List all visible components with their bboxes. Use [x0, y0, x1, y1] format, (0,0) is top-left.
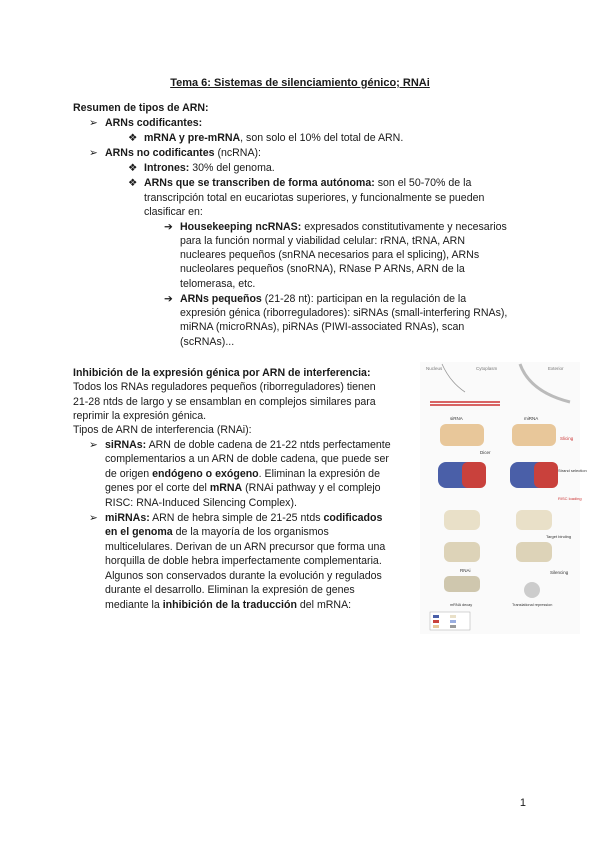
inhibicion-line-3: reprimir la expresión génica. — [73, 410, 207, 422]
label-translational-repression: Translational repression — [512, 603, 553, 607]
pequenos-line-3: miRNA (microRNAs), piRNAs (PIWI-associated RNAs), scan — [180, 321, 465, 333]
risc-left-red — [462, 462, 486, 488]
mirnas-line-4: horquilla de doble hebra imperfectamente complementaria. — [105, 555, 382, 567]
list-item-no-codificantes — [89, 146, 261, 161]
pequenos-line-2: expresión génica (riborreguladores): siRNAs (small-interfering RNAs), — [180, 307, 508, 319]
mirnas-line-7-bold: inhibición de la traducción — [162, 599, 297, 611]
list-item-sirnas — [89, 438, 391, 453]
arrow-right-icon: ➔ — [164, 293, 173, 305]
housekeeping-line-2: para la función normal y viabilidad celular: rRNA, tRNA, ARN — [180, 235, 465, 247]
label-strand-selection: Strand selection — [558, 468, 587, 473]
mirnas-line-3: multicelulares. Derivan de un ARN precursor que forma una — [105, 541, 386, 553]
dicer-complex-left — [440, 424, 484, 446]
autonomos-bold: ARNs que se transcriben de forma autónoma: — [144, 177, 375, 189]
no-codificantes-label: ARNs no codificantes — [105, 147, 215, 159]
diamond-bullet-icon: ❖ — [128, 162, 138, 174]
label-silencing: Silencing — [550, 570, 569, 575]
mirnas-line-2-bold: en el genoma — [105, 526, 173, 538]
sirnas-line-4-bold: mRNA — [209, 482, 243, 494]
inhibicion-line-1: Todos los RNAs reguladores pequeños (riborreguladores) tienen — [73, 381, 376, 393]
label-cytoplasm: Cytoplasm — [476, 366, 498, 371]
housekeeping-text: expresados constitutivamente y necesarios — [301, 221, 507, 233]
section-heading-resumen: Resumen de tipos de ARN: — [73, 102, 209, 114]
legend-swatch-light-blue — [450, 620, 456, 623]
inhibicion-line-4: Tipos de ARN de interferencia (RNAi): — [73, 424, 252, 436]
label-nucleus: Nucleus — [426, 366, 443, 371]
pequenos-text: (21-28 nt): participan en la regulación de la — [261, 293, 467, 305]
inhibicion-line-2: 21-28 ntds de largo y se ensamblan en complejos similares para — [73, 396, 376, 408]
mirnas-text: ARN de hebra simple de 21-25 ntds — [149, 512, 324, 524]
sirnas-line-4-a: genes por el corte del — [105, 482, 210, 494]
sirnas-line-3-a: de origen — [105, 468, 153, 480]
risc-loaded-right — [516, 510, 552, 530]
section-heading-inhibicion: Inhibición de la expresión génica por ARN de interferencia: — [73, 367, 371, 379]
mirnas-line-7-c: del mRNA: — [296, 599, 352, 611]
no-codificantes-text: (ncRNA): — [214, 147, 261, 159]
housekeeping-line-3: nucleares pequeños (snRNA necesarios para el splicing), ARNs — [180, 249, 480, 261]
arrow-bullet-icon: ➢ — [89, 117, 98, 129]
sirnas-line-3 — [105, 467, 380, 482]
mrna-bold: mRNA y pre-mRNA — [144, 132, 241, 144]
risc-loaded-left — [444, 510, 480, 530]
label-dicer: Dicer — [480, 450, 491, 455]
autonomos-text: son el 50-70% de la — [374, 177, 472, 189]
diamond-bullet-icon: ❖ — [128, 177, 138, 189]
sirnas-bold: siRNAs: — [105, 439, 147, 451]
mirnas-line-7 — [105, 598, 351, 613]
housekeeping-line-4: nucleolares pequeños (snoRNA), RNase P ARNs, ARN de la — [180, 263, 465, 275]
list-item-autonomos — [128, 176, 471, 191]
codificantes-label: ARNs codificantes: — [105, 117, 203, 129]
housekeeping-bold: Housekeeping ncRNAS: — [180, 221, 302, 233]
mirnas-line-2 — [105, 525, 329, 540]
list-item-housekeeping — [164, 220, 507, 235]
autonomos-line-2: transcripción total en eucariotas superiores, y funcionalmente se pueden — [144, 192, 485, 204]
list-item-intrones — [128, 161, 275, 176]
page-number: 1 — [519, 797, 526, 809]
legend-swatch-blue — [433, 615, 439, 618]
legend-swatch-tan — [433, 625, 439, 628]
pequenos-line-4: (scRNAs)... — [180, 336, 235, 348]
list-item-codificantes — [89, 116, 202, 131]
sirnas-line-3-c: . Eliminan la expresión de — [258, 468, 380, 480]
translation-complex — [524, 582, 540, 598]
target-left — [444, 542, 480, 562]
mirnas-line-5: Algunos son conservados durante la evolución y regulados — [105, 570, 382, 582]
arrow-right-icon: ➔ — [164, 221, 173, 233]
risc-right-red — [534, 462, 558, 488]
figure-background — [420, 362, 580, 634]
sirnas-line-2: complementarios a un ARN de doble cadena, que puede ser — [105, 453, 389, 465]
cleaved-mrna — [444, 576, 480, 592]
label-slicing: Slicing — [560, 436, 574, 441]
diamond-bullet-icon: ❖ — [128, 132, 138, 144]
label-exterior: Exterior — [548, 366, 564, 371]
intrones-text: 30% del genoma. — [189, 162, 275, 174]
autonomos-line-3: clasificar en: — [144, 206, 203, 218]
intrones-bold: Intrones: — [144, 162, 190, 174]
target-right — [516, 542, 552, 562]
label-target-binding: Target binding — [546, 534, 572, 539]
pequenos-bold: ARNs pequeños — [180, 293, 262, 305]
legend-swatch-red — [433, 620, 439, 623]
label-mirna: miRNA — [524, 416, 539, 421]
label-rnai: RNAi — [460, 568, 471, 573]
list-item-mrna — [128, 131, 403, 146]
rnai-pathway-figure — [420, 362, 587, 634]
mirnas-line-6: durante el desarrollo. Eliminan la expresión de genes — [105, 584, 355, 596]
label-sirna: siRNA — [450, 416, 463, 421]
label-decay: mRNA decay — [450, 603, 473, 607]
mirnas-codificados: codificados — [323, 512, 383, 524]
housekeeping-line-5: telomerasa, etc. — [180, 278, 256, 290]
sirnas-line-5: RISC: RNA-Induced Silencing Complex). — [105, 497, 297, 509]
list-item-mirnas — [89, 511, 382, 526]
sirnas-text: ARN de doble cadena de 21-22 ntds perfectamente — [146, 439, 391, 451]
sirnas-line-4-c: (RNAi pathway y el complejo — [242, 482, 381, 494]
label-risc-loading: RISC loading — [558, 496, 582, 501]
arrow-bullet-icon: ➢ — [89, 147, 98, 159]
mrna-text: , son solo el 10% del total de ARN. — [240, 132, 404, 144]
sirnas-line-4 — [105, 481, 381, 496]
mirnas-line-7-a: mediante la — [105, 599, 163, 611]
dicer-complex-right — [512, 424, 556, 446]
list-item-pequenos — [164, 292, 466, 307]
page-title: Tema 6: Sistemas de silenciamiento génico; RNAi — [170, 77, 430, 89]
arrow-bullet-icon: ➢ — [89, 512, 98, 524]
mirnas-line-2-b: de la mayoría de los organismos — [172, 526, 329, 538]
mirnas-bold: miRNAs: — [105, 512, 150, 524]
legend-swatch-beige — [450, 615, 456, 618]
arrow-bullet-icon: ➢ — [89, 439, 98, 451]
sirnas-line-3-bold: endógeno o exógeno — [152, 468, 259, 480]
legend-swatch-grey — [450, 625, 456, 628]
